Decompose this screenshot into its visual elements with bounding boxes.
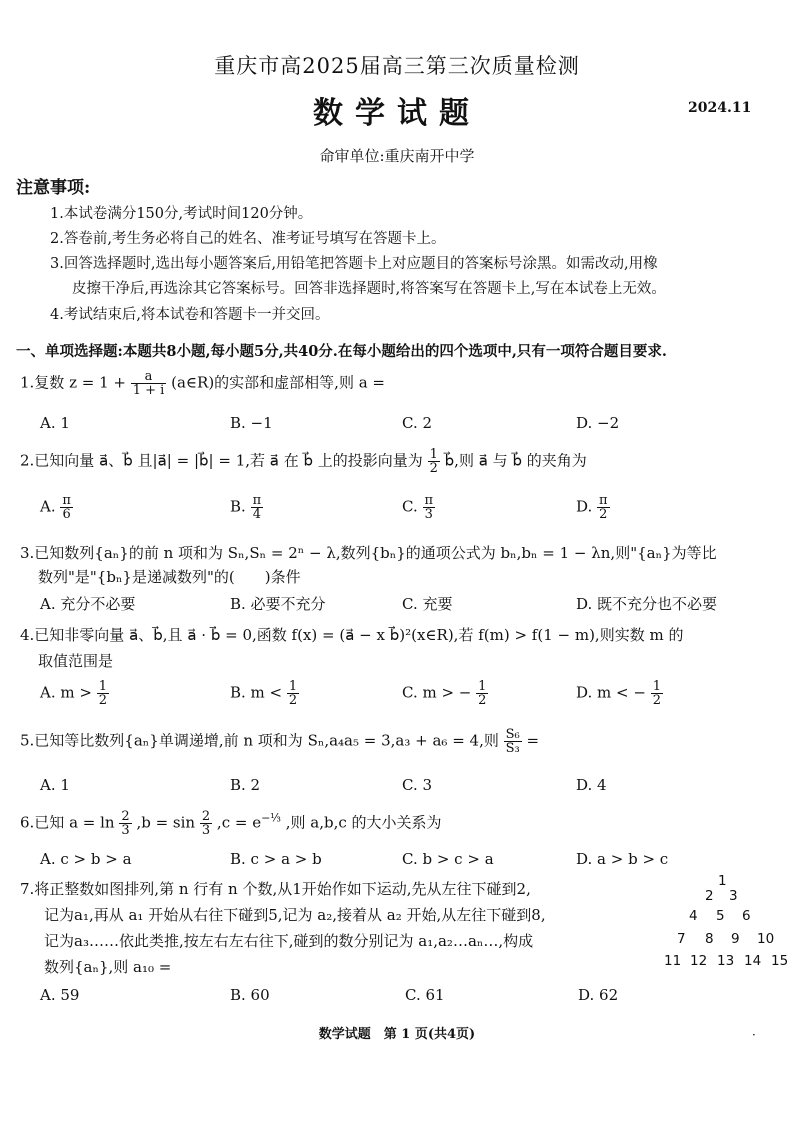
note-item: 4.考试结束后,将本试卷和答题卡一并交回。 xyxy=(50,307,330,323)
q4-option-c xyxy=(402,680,488,707)
triangle-number: 7 xyxy=(677,931,686,947)
q4-option-b xyxy=(230,680,299,707)
q2-option-c xyxy=(402,494,435,521)
q3-option-b: B. 必要不充分 xyxy=(230,595,326,613)
q6-part3: ,c = e xyxy=(216,813,262,832)
q5-option-c: C. 3 xyxy=(402,776,433,794)
q4-option-c-frac xyxy=(476,680,488,707)
triangle-number: 13 xyxy=(717,953,735,969)
q2-option-d-num: π xyxy=(599,493,608,508)
q4-option-c-den: 2 xyxy=(478,693,487,708)
question-7-line3: 记为a₃……依此类推,按左右左右往下,碰到的数分别记为 a₁,a₂…aₙ…,构成 xyxy=(44,932,534,950)
q2-option-b-den: 4 xyxy=(251,507,264,521)
q4-option-b-den: 2 xyxy=(288,693,298,708)
note-item: 1.本试卷满分150分,考试时间120分钟。 xyxy=(50,206,313,222)
q6-fraction-1 xyxy=(119,810,131,837)
q2-option-d-frac xyxy=(597,494,610,521)
question-7-line4: 数列{aₙ},则 a₁₀ = xyxy=(44,958,172,976)
q3-option-d: D. 既不充分也不必要 xyxy=(576,595,718,613)
q2-option-b xyxy=(230,494,263,521)
q6-f1-num: 2 xyxy=(121,809,130,824)
triangle-number: 15 xyxy=(771,953,789,969)
q5-fraction xyxy=(504,728,522,755)
triangle-number: 8 xyxy=(705,931,714,947)
q1-option-d: D. −2 xyxy=(576,414,620,432)
q3-option-a: A. 充分不必要 xyxy=(40,595,136,613)
triangle-number: 11 xyxy=(664,953,682,969)
triangle-number: 5 xyxy=(716,908,725,924)
subject-title: 数学试题 xyxy=(313,96,481,131)
q6-exponent: −⅓ xyxy=(261,811,281,825)
q7-option-d: D. 62 xyxy=(578,986,619,1004)
exam-title: 重庆市高2025届高三第三次质量检测 xyxy=(214,54,580,78)
q5-option-d: D. 4 xyxy=(576,776,607,794)
triangle-number: 1 xyxy=(718,873,727,889)
q5-stem-pre: 5.已知等比数列{aₙ}单调递增,前 n 项和为 Sₙ,a₄a₅ = 3,a₃ + a₆ = 4,则 xyxy=(20,731,499,750)
q7-option-b: B. 60 xyxy=(230,986,270,1004)
question-1 xyxy=(20,370,385,397)
q2-option-b-frac xyxy=(251,494,264,521)
q2-option-a-label: A. xyxy=(40,497,56,516)
q1-frac-num: a xyxy=(144,369,153,384)
triangle-number: 4 xyxy=(689,908,698,924)
q6-fraction-2 xyxy=(200,810,212,837)
q2-option-d-label: D. xyxy=(576,497,593,516)
q4-option-b-num: 1 xyxy=(288,679,298,694)
q1-frac-den: 1 + i xyxy=(132,383,165,398)
q4-option-a-frac xyxy=(97,680,109,707)
q5-option-a: A. 1 xyxy=(40,776,70,794)
question-3-line2: 数列"是"{bₙ}是递减数列"的( )条件 xyxy=(38,568,301,586)
triangle-number: 9 xyxy=(731,931,740,947)
q4-option-c-prefix: C. m > − xyxy=(402,683,472,702)
q1-stem-pre: 1.复数 z = 1 + xyxy=(20,373,131,392)
question-4-line1: 4.已知非零向量 a⃗、b⃗,且 a⃗ · b⃗ = 0,函数 f(x) = (a⃗ − x b⃗)²(x∈R),若 f(m) > f(1 − m),则实数 m 的 xyxy=(20,626,684,644)
triangle-number: 6 xyxy=(742,908,751,924)
q6-option-a: A. c > b > a xyxy=(40,850,132,868)
q2-option-c-den: 3 xyxy=(423,507,436,521)
q4-option-a-num: 1 xyxy=(98,679,107,694)
q1-option-b: B. −1 xyxy=(230,414,273,432)
q3-option-c: C. 充要 xyxy=(402,595,453,613)
note-item: 3.回答选择题时,选出每小题答案后,用铅笔把答题卡上对应题目的答案标号涂黑。如需改动,用橡 xyxy=(50,256,658,272)
triangle-number: 14 xyxy=(744,953,762,969)
q6-f2-num: 2 xyxy=(201,809,211,824)
note-item: 2.答卷前,考生务必将自己的姓名、准考证号填写在答题卡上。 xyxy=(50,231,446,247)
q2-option-d xyxy=(576,494,610,521)
q2-frac-den: 2 xyxy=(429,461,438,476)
exam-date: 2024.11 xyxy=(688,100,752,116)
q5-option-b: B. 2 xyxy=(230,776,261,794)
q2-option-b-label: B. xyxy=(230,497,246,516)
q4-option-d-frac xyxy=(651,680,663,707)
q2-option-a-frac xyxy=(60,494,73,521)
triangle-number: 10 xyxy=(757,931,775,947)
q2-stem-post: b⃗,则 a⃗ 与 b⃗ 的夹角为 xyxy=(444,451,587,470)
question-4-line2: 取值范围是 xyxy=(38,652,114,670)
q2-stem-pre: 2.已知向量 a⃗、b⃗ 且|a⃗| = |b⃗| = 1,若 a⃗ 在 b⃗ 上的投影向量为 xyxy=(20,451,423,470)
note-item: 皮擦干净后,再选涂其它答案标号。回答非选择题时,将答案写在答题卡上,写在本试卷上无效。 xyxy=(72,281,666,297)
question-3-line1: 3.已知数列{aₙ}的前 n 项和为 Sₙ,Sₙ = 2ⁿ − λ,数列{bₙ}的通项公式为 bₙ,bₙ = 1 − λn,则"{aₙ}为等比 xyxy=(20,544,717,562)
q1-option-c: C. 2 xyxy=(402,414,433,432)
q6-option-c: C. b > c > a xyxy=(402,850,494,868)
q4-option-a-prefix: A. m > xyxy=(40,683,92,702)
q6-f2-den: 3 xyxy=(201,823,211,838)
q2-option-c-num: π xyxy=(424,493,434,508)
q4-option-a xyxy=(40,680,109,707)
q6-option-b: B. c > a > b xyxy=(230,850,322,868)
q1-fraction xyxy=(131,370,167,397)
q2-option-d-den: 2 xyxy=(597,507,610,521)
question-7-line1: 7.将正整数如图排列,第 n 行有 n 个数,从1开始作如下运动,先从左往下碰到2, xyxy=(20,880,531,898)
page-footer: 数学试题 第 1 页(共4页) xyxy=(318,1027,476,1042)
triangle-number: 2 xyxy=(705,888,714,904)
q4-option-b-frac xyxy=(287,680,299,707)
notes-title: 注意事项: xyxy=(16,178,91,198)
q4-option-c-num: 1 xyxy=(478,679,487,694)
question-7-line2: 记为a₁,再从 a₁ 开始从右往下碰到5,记为 a₂,接着从 a₂ 开始,从左往下碰到8, xyxy=(44,906,546,924)
q5-frac-den: S₃ xyxy=(505,741,520,756)
q2-frac-num: 1 xyxy=(429,447,438,462)
q4-option-b-prefix: B. m < xyxy=(230,683,283,702)
q2-option-a-num: π xyxy=(62,493,71,508)
q2-option-c-frac xyxy=(423,494,436,521)
q4-option-a-den: 2 xyxy=(98,693,107,708)
triangle-number: 12 xyxy=(690,953,708,969)
q2-option-c-label: C. xyxy=(402,497,418,516)
q2-option-a-den: 6 xyxy=(60,507,73,521)
q7-option-c: C. 61 xyxy=(405,986,445,1004)
q5-stem-post: = xyxy=(526,731,540,750)
triangle-number: 3 xyxy=(729,888,738,904)
q4-option-d xyxy=(576,680,663,707)
q5-frac-num: S₆ xyxy=(505,727,520,742)
q1-option-a: A. 1 xyxy=(40,414,70,432)
q6-f1-den: 3 xyxy=(121,823,130,838)
q6-option-d: D. a > b > c xyxy=(576,850,669,868)
q7-option-a: A. 59 xyxy=(40,986,80,1004)
question-6 xyxy=(20,810,442,837)
question-2 xyxy=(20,448,587,475)
q2-option-b-num: π xyxy=(252,493,262,508)
q1-stem-post: (a∈R)的实部和虚部相等,则 a = xyxy=(171,373,385,392)
setter-unit: 命审单位:重庆南开中学 xyxy=(319,147,475,165)
q6-part1: 6.已知 a = ln xyxy=(20,813,115,832)
q2-fraction xyxy=(428,448,440,475)
q4-option-d-num: 1 xyxy=(652,679,661,694)
q4-option-d-prefix: D. m < − xyxy=(576,683,646,702)
q6-part2: ,b = sin xyxy=(136,813,196,832)
question-5 xyxy=(20,728,539,755)
q4-option-d-den: 2 xyxy=(652,693,661,708)
section-heading: 一、单项选择题:本题共8小题,每小题5分,共40分.在每小题给出的四个选项中,只有一项符合题目要求. xyxy=(16,343,667,360)
q6-part4: ,则 a,b,c 的大小关系为 xyxy=(285,813,442,832)
scan-mark: · xyxy=(752,1028,756,1042)
q2-option-a xyxy=(40,494,73,521)
